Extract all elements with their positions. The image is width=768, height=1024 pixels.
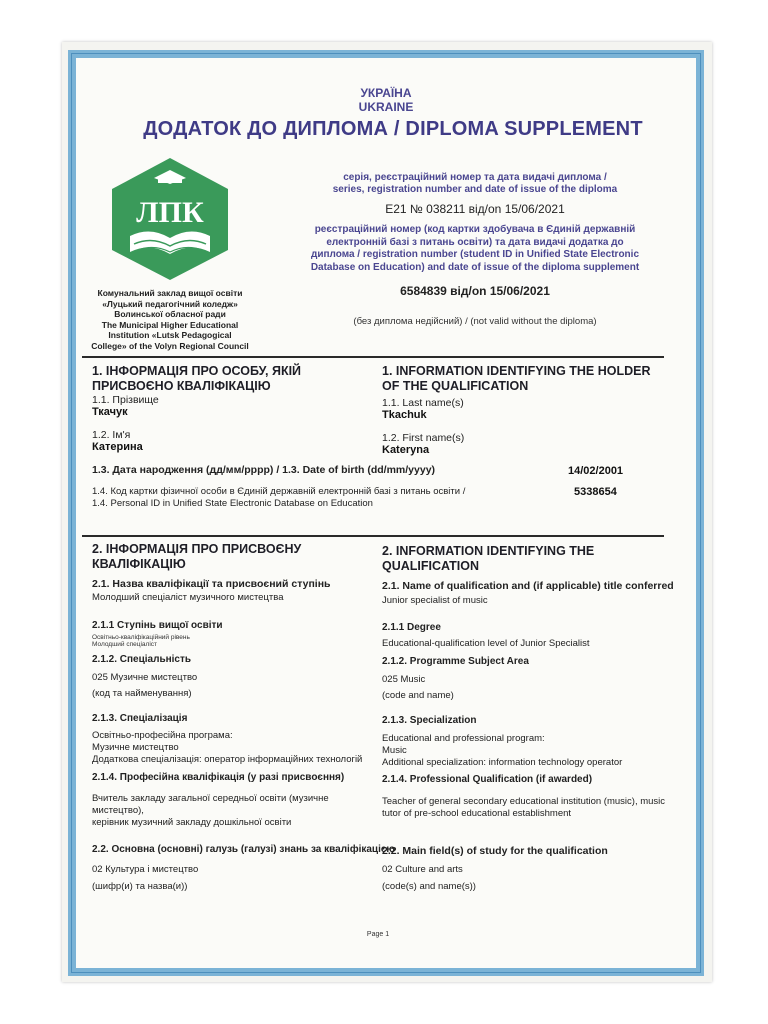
field-of-study-label-uk: 2.2. Основна (основні) галузь (галузі) знань за кваліфікацією [92,844,395,855]
last-name-label-uk: 1.1. Прізвище [92,394,159,406]
degree-value-uk-line: Освітньо-кваліфікаційний рівень [92,634,190,641]
college-name-line: Institution «Lutsk Pedagogical [108,330,232,340]
dob-value: 14/02/2001 [568,465,624,477]
last-name-label-en: 1.1. Last name(s) [382,397,464,409]
personal-id-value: 5338654 [574,486,617,498]
qualification-name-label-uk: 2.1. Назва кваліфікації та присвоєний ступінь [92,578,331,590]
professional-qualification-en-line: tutor of pre-school educational establishment [382,808,572,819]
dob-label: 1.3. Дата народження (дд/мм/рррр) / 1.3. Date of birth (dd/mm/yyyy) [92,464,436,476]
field-of-study-note-en: (code(s) and name(s)) [382,881,476,892]
series-caption-uk: серія, реєстраційний номер та дата видачі диплома / [343,172,607,183]
specialization-en [382,733,622,769]
series-caption [280,172,670,196]
college-name [82,288,258,351]
section2-title-en-line: 2. INFORMATION IDENTIFYING THE [382,544,595,558]
specialization-uk [92,730,362,766]
section1-title-en-line: 1. INFORMATION IDENTIFYING THE HOLDER [382,364,651,378]
qualification-name-label-en: 2.1. Name of qualification and (if applicable) title conferred [382,580,674,592]
professional-qualification-label-en: 2.1.4. Professional Qualification (if awarded) [382,774,593,785]
subject-area-en: 025 Music [382,674,426,685]
professional-qualification-uk-line: Вчитель закладу загальної середньої освіти (музичне мистецтво), [92,793,329,816]
field-of-study-uk: 02 Культура і мистецтво [92,864,199,875]
last-name-en: Tkachuk [382,409,427,421]
college-name-line: College» of the Volyn Regional Council [91,340,249,351]
last-name-uk: Ткачук [92,406,128,418]
validity-note: (без диплома недійсний) / (not valid without the diploma) [353,316,597,327]
professional-qualification-label-uk: 2.1.4. Професійна кваліфікація (у разі присвоєння) [92,772,345,783]
supplement-number: 6584839 від/on 15/06/2021 [400,284,550,298]
section2-title-uk-line: 2. ІНФОРМАЦІЯ ПРО ПРИСВОЄНУ [92,542,302,556]
section-divider [82,356,664,358]
degree-value-uk [92,634,190,648]
specialization-label-uk: 2.1.3. Спеціалізація [92,713,188,724]
registration-caption-line: електронній базі з питань освіти) та дата видачі додатка до [326,236,624,248]
registration-caption [280,224,670,274]
first-name-label-uk: 1.2. Ім'я [92,429,131,441]
subject-area-label-uk: 2.1.2. Спеціальність [92,654,192,665]
field-of-study-en: 02 Culture and arts [382,864,463,875]
personal-id-label-uk: 1.4. Код картки фізичної особи в Єдиній державній електронній базі з питань освіти / [92,486,466,497]
personal-id-label-en: 1.4. Personal ID in Unified State Electronic Database on Education [92,498,373,509]
section1-title-uk [92,364,372,394]
specialization-en-line: Educational and professional program: [382,733,545,744]
college-name-line: «Луцький педагогічний коледж» [102,298,238,309]
degree-value-uk-line: Молодший спеціаліст [92,641,158,648]
section2-title-en-line: QUALIFICATION [382,559,479,573]
section2-title-en [382,544,667,574]
section1-title-en [382,364,667,394]
first-name-label-en: 1.2. First name(s) [382,432,465,444]
professional-qualification-uk-line: керівник музичний закладу дошкільної освіти [92,817,292,828]
subject-area-uk: 025 Музичне мистецтво [92,672,198,683]
document-title: ДОДАТОК ДО ДИПЛОМА / DIPLOMA SUPPLEMENT [143,118,643,140]
registration-caption-line: реєстраційний номер (код картки здобувача в Єдиній державній [314,224,636,235]
country-uk: УКРАЇНА [360,86,412,100]
qualification-name-en: Junior specialist of music [382,595,488,606]
logo-letters: ЛПК [136,196,204,229]
specialization-uk-line: Музичне мистецтво [92,742,179,753]
diploma-number: E21 № 038211 від/on 15/06/2021 [385,202,565,216]
degree-value-en: Educational-qualification level of Junior Specialist [382,638,590,649]
page-number: Page 1 [366,931,390,938]
registration-caption-line: диплома / registration number (student ID in Unified State Electronic [310,249,640,260]
field-of-study-note-uk: (шифр(и) та назва(и)) [92,881,188,892]
subject-area-label-en: 2.1.2. Programme Subject Area [382,656,529,667]
section1-title-en-line: OF THE QUALIFICATION [382,379,529,393]
specialization-label-en: 2.1.3. Specialization [382,715,477,726]
section1-title-uk-line: ПРИСВОЄНО КВАЛІФІКАЦІЮ [92,379,271,393]
degree-label-uk: 2.1.1 Ступінь вищої освіти [92,620,223,631]
personal-id-label [92,486,562,510]
registration-caption-line: Database on Education) and date of issue of the diploma supplement [310,261,640,273]
subject-area-note-en: (code and name) [382,690,454,701]
field-of-study-label-en: 2.2. Main field(s) of study for the qualification [382,845,608,857]
specialization-uk-line: Додаткова спеціалізація: оператор інформаційних технологій [92,754,363,765]
first-name-uk: Катерина [92,441,143,453]
professional-qualification-en-line: Teacher of general secondary educational institution (music), music [382,796,666,807]
qualification-name-uk: Молодший спеціаліст музичного мистецтва [92,592,284,603]
professional-qualification-uk [92,793,372,829]
series-caption-en: series, registration number and date of issue of the diploma [332,184,618,195]
college-name-line: The Municipal Higher Educational [101,319,239,330]
first-name-en: Kateryna [382,444,430,456]
professional-qualification-en [382,796,672,820]
subject-area-note-uk: (код та найменування) [92,688,192,699]
section1-title-uk-line: 1. ІНФОРМАЦІЯ ПРО ОСОБУ, ЯКІЙ [92,364,302,378]
specialization-en-line: Additional specialization: information technology operator [382,757,623,768]
section2-title-uk [92,542,372,572]
specialization-uk-line: Освітньо-професійна програма: [92,730,233,741]
section-divider [82,535,664,537]
college-name-line: Волинської обласної ради [114,309,226,319]
specialization-en-line: Music [382,745,407,756]
college-name-line: Комунальний заклад вищої освіти [97,288,243,298]
college-logo [108,156,232,282]
degree-label-en: 2.1.1 Degree [382,622,441,633]
section2-title-uk-line: КВАЛІФІКАЦІЮ [92,557,186,571]
country-en: UKRAINE [358,100,414,114]
